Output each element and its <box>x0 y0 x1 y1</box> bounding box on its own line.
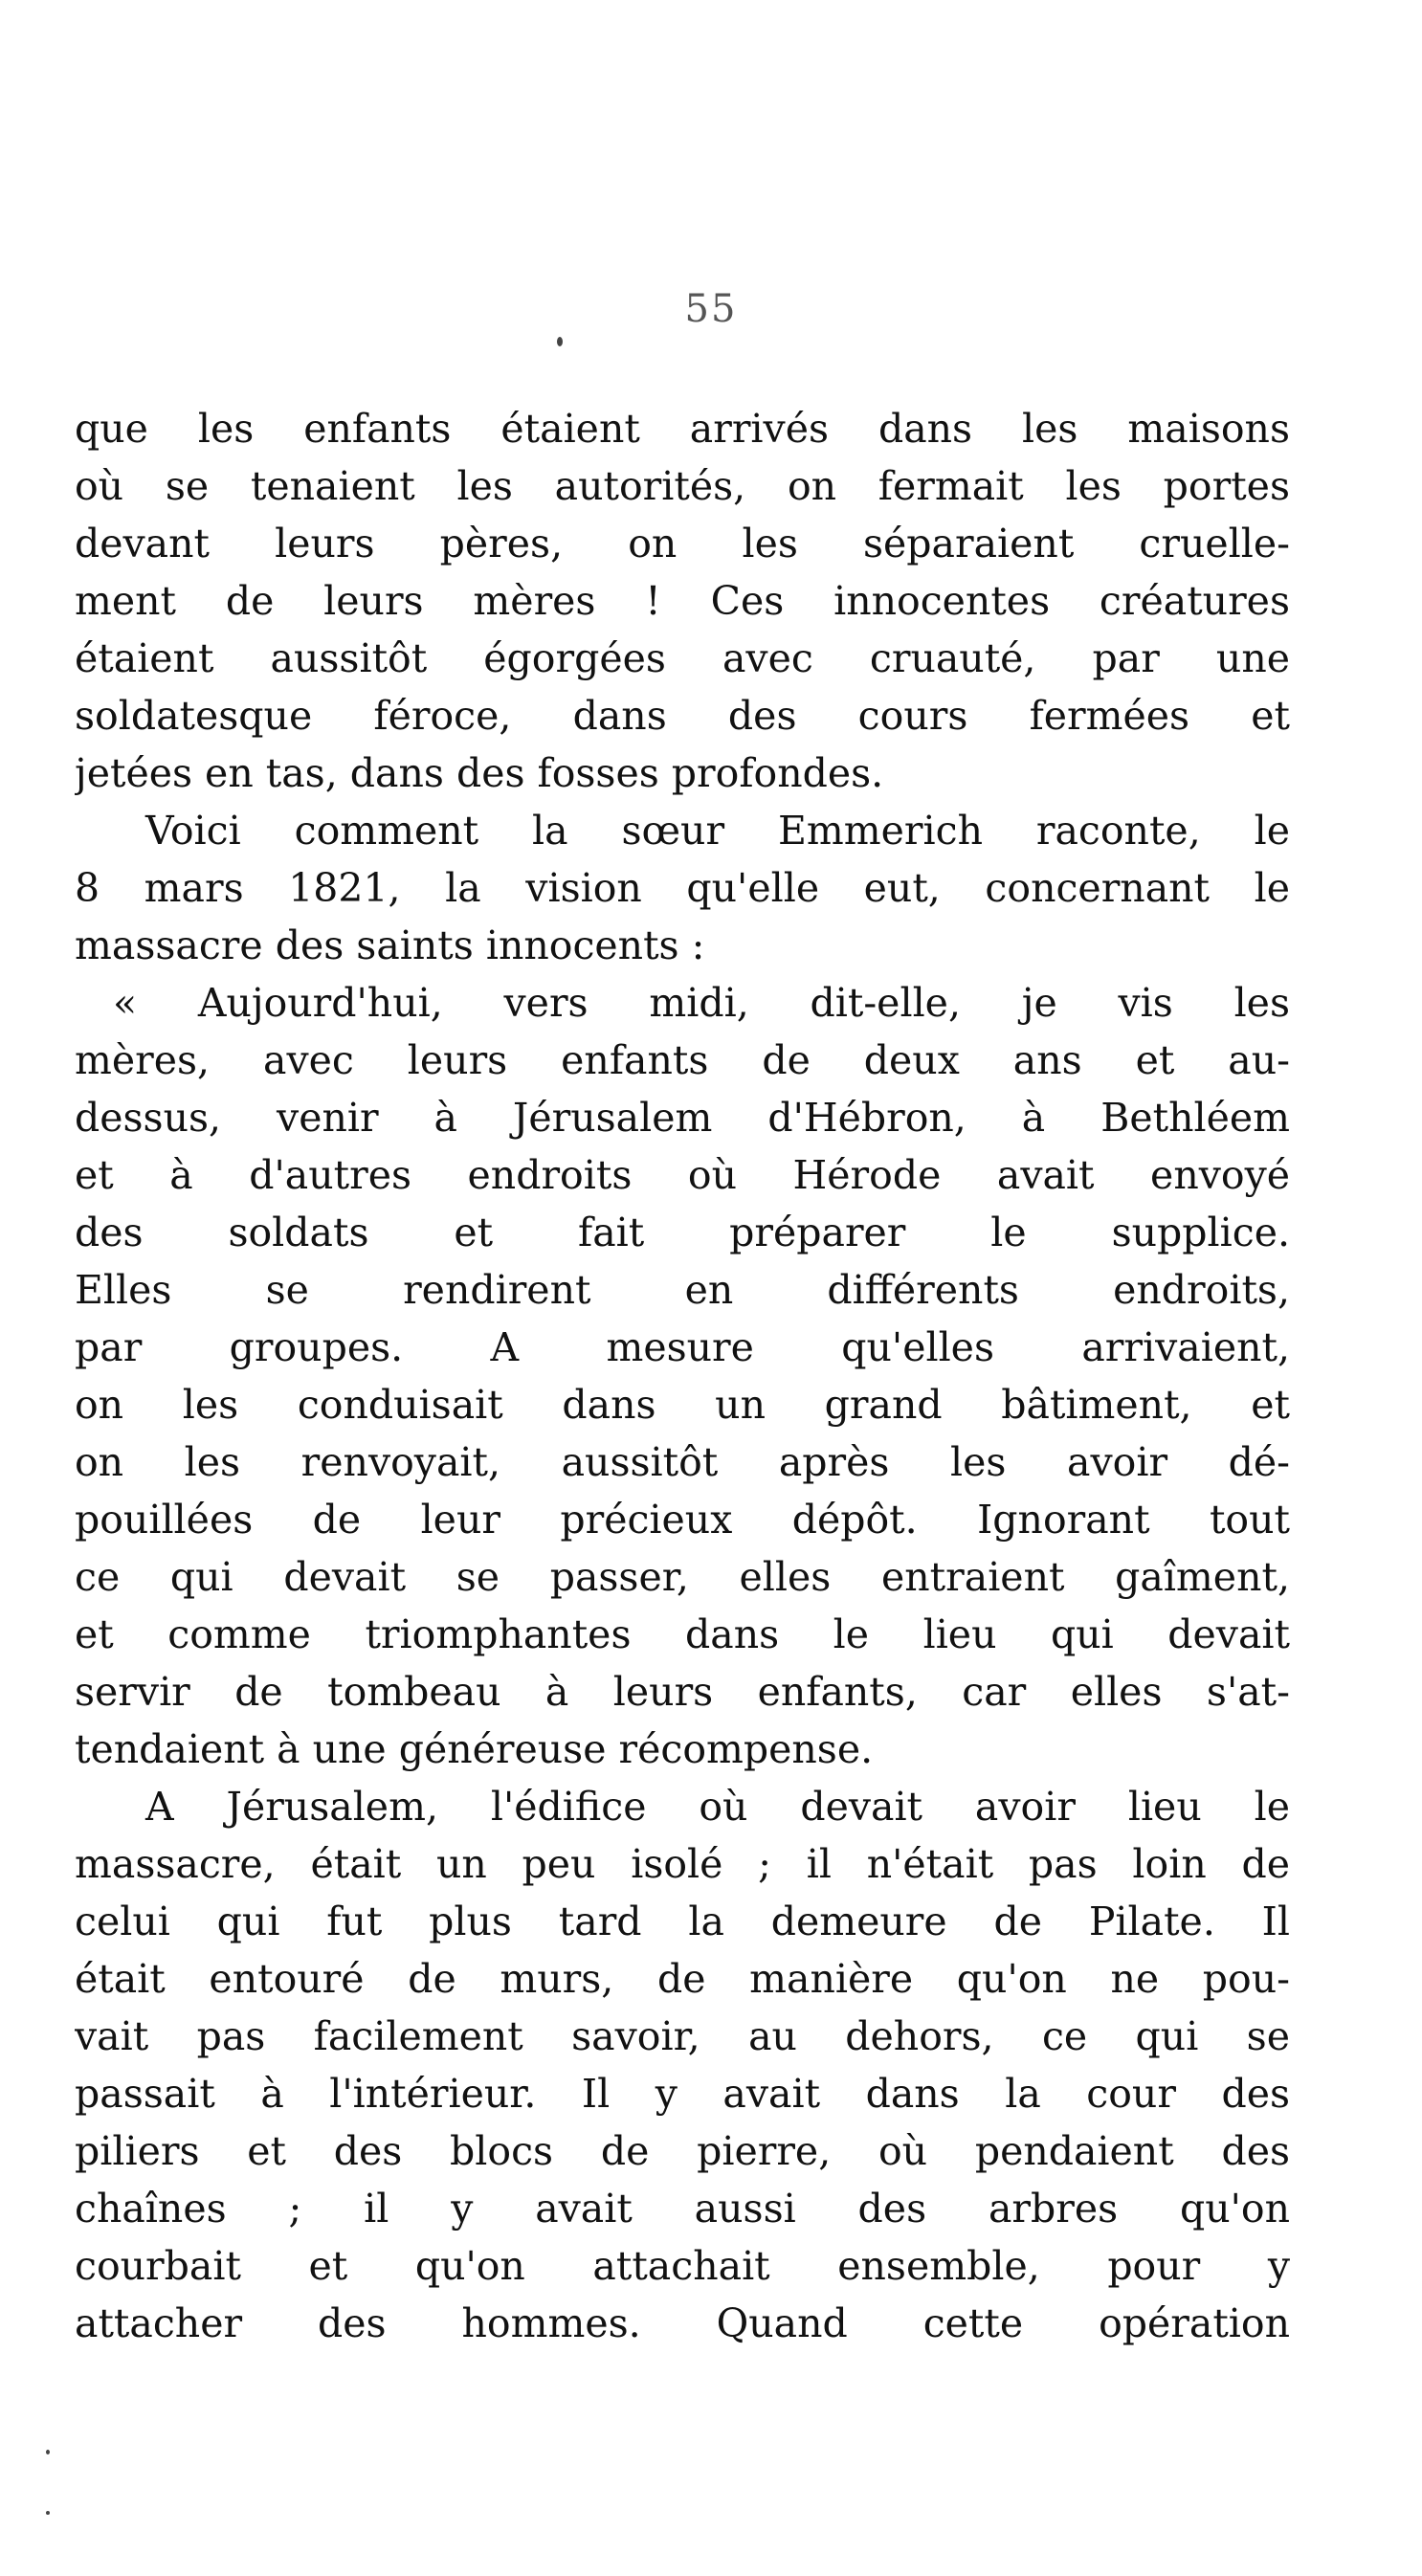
text-line: courbait et qu'on attachait ensemble, pour y <box>75 2243 1290 2289</box>
body-text <box>75 400 1290 2352</box>
text-line: par groupes. A mesure qu'elles arrivaient, <box>75 1324 1290 1370</box>
text-line: attacher des hommes. Quand cette opération <box>75 2300 1290 2346</box>
quote-start-line: « Aujourd'hui, vers midi, dit-elle, je vis les <box>113 980 1290 1026</box>
text-line: ment de leurs mères ! Ces innocentes créatures <box>75 578 1290 624</box>
text-line: soldatesque féroce, dans des cours fermées et <box>75 693 1290 739</box>
scan-speck <box>46 2450 50 2454</box>
text-line: dessus, venir à Jérusalem d'Hébron, à Bethléem <box>75 1095 1290 1141</box>
text-line: que les enfants étaient arrivés dans les maisons <box>75 406 1290 452</box>
text-line: massacre, était un peu isolé ; il n'était pas loin de <box>75 1841 1290 1887</box>
text-line: jetées en tas, dans des fosses profondes. <box>75 750 884 796</box>
text-line: était entouré de murs, de manière qu'on ne pou- <box>75 1956 1290 2002</box>
text-line: tendaient à une généreuse récompense. <box>75 1726 874 1772</box>
text-line: ce qui devait se passer, elles entraient gaîment, <box>75 1554 1290 1600</box>
text-line: où se tenaient les autorités, on fermait les portes <box>75 463 1290 509</box>
text-line: chaînes ; il y avait aussi des arbres qu'on <box>75 2186 1290 2232</box>
scan-speck <box>46 2511 50 2515</box>
page-number: 55 <box>684 287 738 331</box>
paragraph-start-line: Voici comment la sœur Emmerich raconte, le <box>145 808 1290 854</box>
text-line: mères, avec leurs enfants de deux ans et au- <box>75 1037 1290 1083</box>
text-line: et comme triomphantes dans le lieu qui devait <box>75 1611 1290 1657</box>
text-line: Elles se rendirent en différents endroits, <box>75 1267 1290 1313</box>
text-line: vait pas facilement savoir, au dehors, ce qui se <box>75 2013 1290 2059</box>
text-line: 8 mars 1821, la vision qu'elle eut, concernant le <box>75 865 1290 911</box>
text-line: on les renvoyait, aussitôt après les avoir dé- <box>75 1439 1290 1485</box>
text-line: massacre des saints innocents : <box>75 922 705 968</box>
text-line: piliers et des blocs de pierre, où pendaient des <box>75 2128 1290 2174</box>
paragraph-start-line: A Jérusalem, l'édifice où devait avoir lieu le <box>145 1784 1290 1830</box>
scan-speck <box>557 337 563 346</box>
text-line: pouillées de leur précieux dépôt. Ignorant tout <box>75 1497 1290 1543</box>
text-line: étaient aussitôt égorgées avec cruauté, par une <box>75 635 1290 681</box>
text-line: servir de tombeau à leurs enfants, car elles s'at- <box>75 1669 1290 1715</box>
text-line: devant leurs pères, on les séparaient cruelle- <box>75 521 1290 566</box>
text-line: des soldats et fait préparer le supplice. <box>75 1210 1290 1255</box>
text-line: passait à l'intérieur. Il y avait dans la cour des <box>75 2071 1290 2117</box>
text-line: celui qui fut plus tard la demeure de Pilate. Il <box>75 1899 1290 1944</box>
text-line: on les conduisait dans un grand bâtiment, et <box>75 1382 1290 1428</box>
text-line: et à d'autres endroits où Hérode avait envoyé <box>75 1152 1290 1198</box>
